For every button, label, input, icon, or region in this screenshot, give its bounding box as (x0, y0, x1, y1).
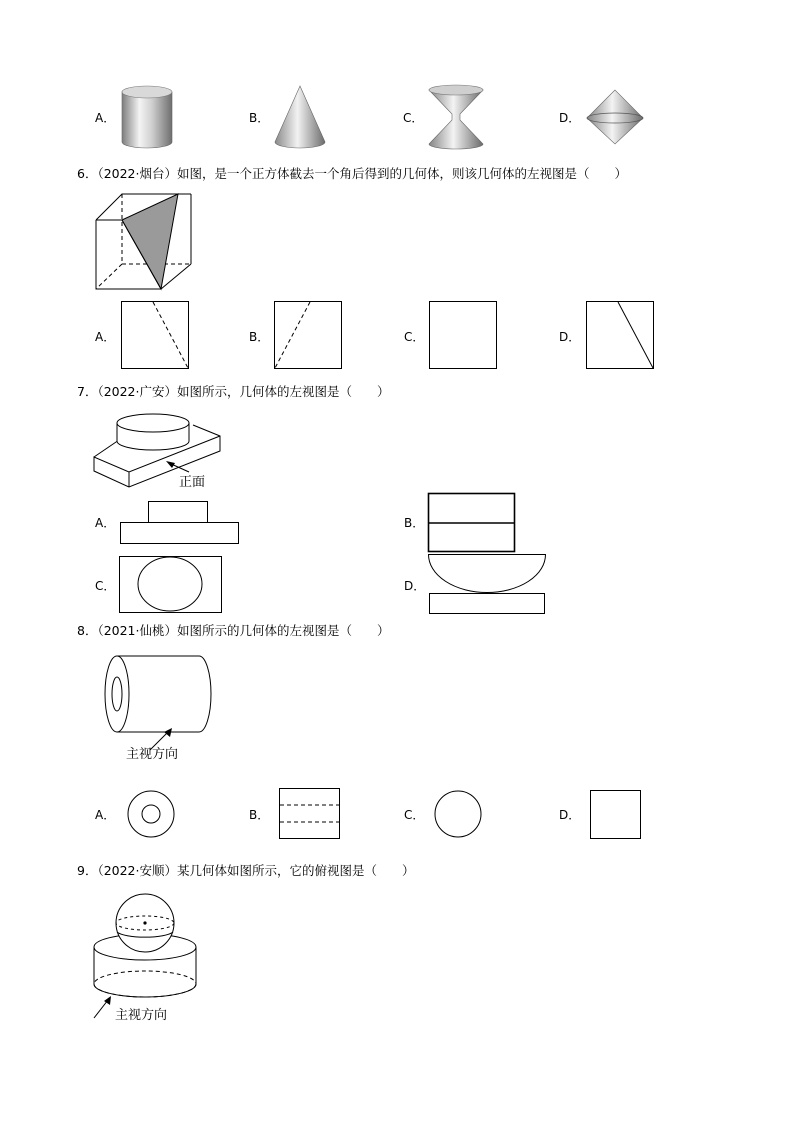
q8-option-d-view[interactable] (590, 790, 642, 840)
q8-option-a-label[interactable]: A． (95, 808, 116, 822)
q6-option-d-label[interactable]: D． (559, 330, 581, 344)
q6-option-b-label[interactable]: B． (249, 330, 270, 344)
q8-tube-figure (103, 655, 215, 737)
q5-option-a-cylinder[interactable] (118, 84, 176, 150)
q7-option-b-label[interactable]: B． (404, 516, 425, 530)
q8-option-b-label[interactable]: B． (249, 808, 270, 822)
q8-direction-label: 主视方向 (126, 747, 179, 762)
q6-option-b-view[interactable] (274, 301, 342, 369)
q7-option-a-label[interactable]: A． (95, 516, 116, 530)
q7-option-d-view[interactable] (428, 553, 548, 615)
q6-option-d-view[interactable] (586, 301, 654, 369)
q8-option-c-view[interactable] (434, 790, 484, 840)
q8-option-d-label[interactable]: D． (559, 808, 581, 822)
q5-option-b-label[interactable]: B． (249, 111, 270, 125)
q6-cube-figure (94, 192, 194, 292)
q6-option-a-view[interactable] (121, 301, 189, 369)
q5-option-c-hourglass[interactable] (425, 84, 487, 150)
q5-option-d-label[interactable]: D． (559, 111, 581, 125)
q9-question-text: 9．（2022·安顺）某几何体如图所示，它的俯视图是（ ） (77, 863, 415, 878)
q7-option-d-label[interactable]: D． (404, 579, 426, 593)
q9-sphere-cylinder-figure (92, 892, 198, 1022)
q6-option-a-label[interactable]: A． (95, 330, 116, 344)
q8-option-c-label[interactable]: C． (404, 808, 425, 822)
q5-option-d-double-cone[interactable] (584, 88, 646, 148)
q9-direction-label: 主视方向 (115, 1008, 168, 1023)
q5-option-c-label[interactable]: C． (403, 111, 424, 125)
q5-option-a-label[interactable]: A． (95, 111, 116, 125)
q8-option-a-view[interactable] (127, 790, 177, 840)
q6-question-text: 6．（2022·烟台）如图，是一个正方体截去一个角后得到的几何体，则该几何体的左视图是（ ） (77, 166, 627, 181)
q8-question-text: 8．（2021·仙桃）如图所示的几何体的左视图是（ ） (77, 623, 390, 638)
q6-option-c-view[interactable] (429, 301, 497, 369)
q5-option-b-cone[interactable] (270, 84, 330, 150)
q7-option-b-view[interactable] (428, 493, 516, 553)
q7-front-label: 正面 (179, 475, 206, 490)
q7-option-a-view[interactable] (120, 501, 240, 545)
q7-option-c-view[interactable] (119, 556, 223, 614)
q7-question-text: 7．（2022·广安）如图所示，几何体的左视图是（ ） (77, 384, 390, 399)
q6-option-c-label[interactable]: C． (404, 330, 425, 344)
q8-option-b-view[interactable] (279, 788, 341, 840)
q7-option-c-label[interactable]: C． (95, 579, 116, 593)
